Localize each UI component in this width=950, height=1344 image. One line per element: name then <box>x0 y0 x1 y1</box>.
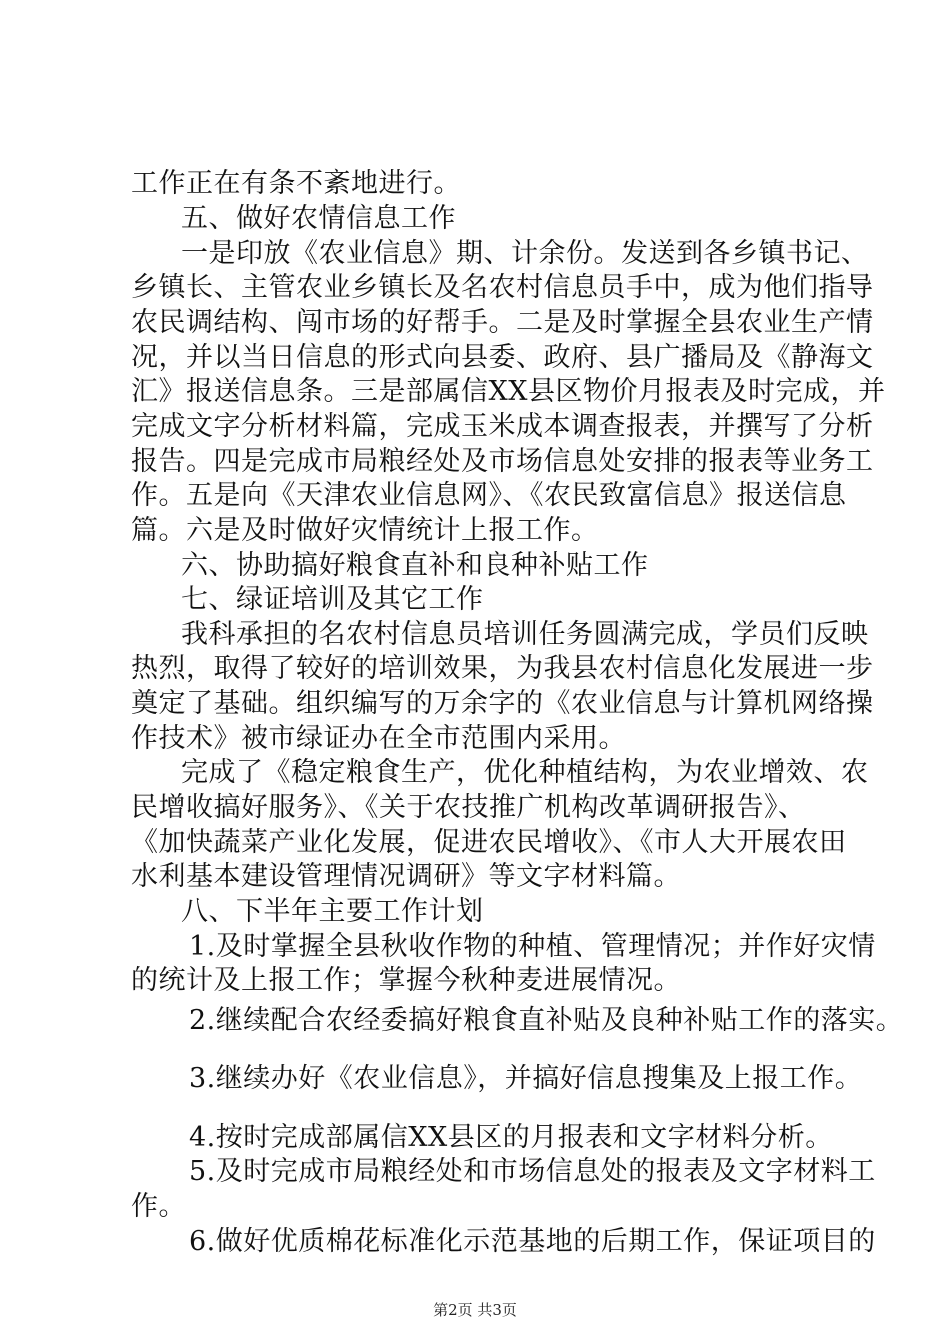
paragraph-line: 水利基本建设管理情况调研》等文字材料篇。 <box>131 861 681 892</box>
paragraph-line: 我科承担的名农村信息员培训任务圆满完成，学员们反映 <box>181 619 869 650</box>
paragraph-line: 作。 <box>131 1191 186 1222</box>
paragraph-line: 作。五是向《天津农业信息网》、《农民致富信息》报送信息 <box>131 480 847 511</box>
plan-item: 1.及时掌握全县秋收作物的种植、管理情况；并作好灾情 <box>189 931 876 962</box>
paragraph-line: 工作正在有条不紊地进行。 <box>131 168 461 199</box>
paragraph-line: 热烈，取得了较好的培训效果，为我县农村信息化发展进一步 <box>131 653 874 684</box>
plan-item: 4.按时完成部属信XX县区的月报表和文字材料分析。 <box>189 1122 833 1153</box>
paragraph-line: 篇。六是及时做好灾情统计上报工作。 <box>131 515 599 546</box>
paragraph-line: 完成文字分析材料篇，完成玉米成本调查报表，并撰写了分析 <box>131 411 874 442</box>
paragraph-line: 报告。四是完成市局粮经处及市场信息处安排的报表等业务工 <box>131 446 874 477</box>
section-heading: 七、绿证培训及其它工作 <box>181 584 484 615</box>
paragraph-line: 况，并以当日信息的形式向县委、政府、县广播局及《静海文 <box>131 342 874 373</box>
section-heading: 八、下半年主要工作计划 <box>181 896 484 927</box>
plan-item: 3.继续办好《农业信息》，并搞好信息搜集及上报工作。 <box>189 1063 863 1094</box>
paragraph-line: 作技术》被市绿证办在全市范围内采用。 <box>131 723 626 754</box>
section-heading: 五、做好农情信息工作 <box>181 203 456 234</box>
paragraph-line: 的统计及上报工作；掌握今秋种麦进展情况。 <box>131 965 681 996</box>
plan-item: 5.及时完成市局粮经处和市场信息处的报表及文字材料工 <box>189 1156 876 1187</box>
plan-item: 6.做好优质棉花标准化示范基地的后期工作，保证项目的 <box>189 1226 876 1257</box>
section-heading: 六、协助搞好粮食直补和良种补贴工作 <box>181 550 649 581</box>
plan-item: 2.继续配合农经委搞好粮食直补贴及良种补贴工作的落实。 <box>189 1005 904 1036</box>
paragraph-line: 奠定了基础。组织编写的万余字的《农业信息与计算机网络操 <box>131 688 874 719</box>
paragraph-line: 汇》报送信息条。三是部属信XX县区物价月报表及时完成，并 <box>131 376 886 407</box>
paragraph-line: 完成了《稳定粮食生产，优化种植结构，为农业增效、农 <box>181 757 869 788</box>
paragraph-line: 乡镇长、主管农业乡镇长及名农村信息员手中，成为他们指导 <box>131 272 874 303</box>
paragraph-line: 民增收搞好服务》、《关于农技推广机构改革调研报告》、 <box>131 792 806 823</box>
paragraph-line: 《加快蔬菜产业化发展，促进农民增收》、《市人大开展农田 <box>131 827 847 858</box>
paragraph-line: 农民调结构、闯市场的好帮手。二是及时掌握全县农业生产情 <box>131 307 874 338</box>
page-number-footer: 第2页 共3页 <box>433 1301 517 1319</box>
paragraph-line: 一是印放《农业信息》期、计余份。发送到各乡镇书记、 <box>181 238 869 269</box>
